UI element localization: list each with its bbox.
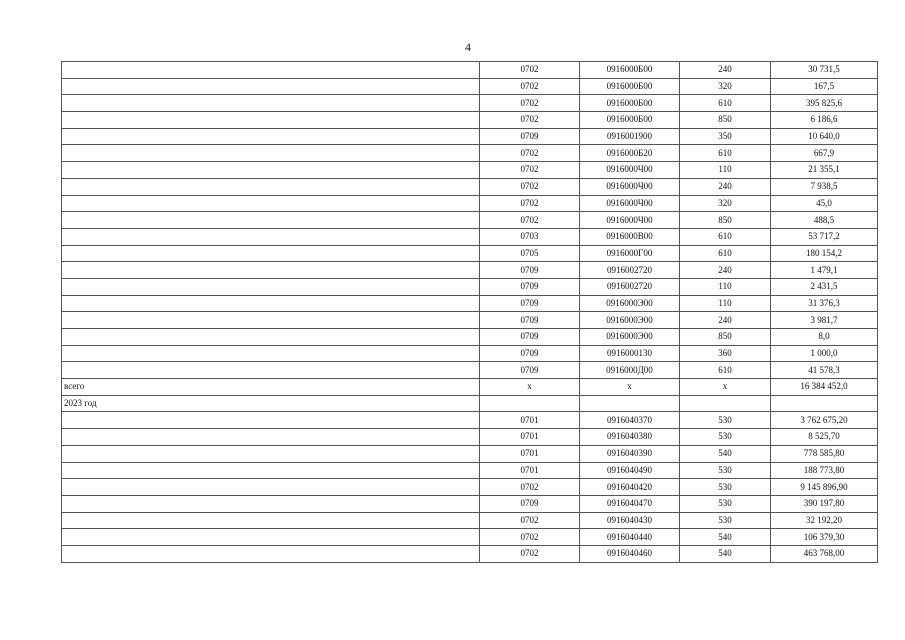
table-row: [62, 329, 878, 346]
amount-cell: 3 762 675,20: [771, 412, 878, 429]
row-name-cell: [62, 345, 480, 362]
row-name-cell: [62, 195, 480, 212]
section-code-cell: 0703: [480, 228, 580, 245]
table-row: [62, 512, 878, 529]
page-number: 4: [465, 40, 471, 54]
amount-cell: 167,5: [771, 78, 878, 95]
target-article-cell: 0916040460: [580, 545, 680, 562]
section-code-cell: 0702: [480, 512, 580, 529]
target-article-cell: 0916000Г00: [580, 245, 680, 262]
amount-cell: 488,5: [771, 212, 878, 229]
expense-type-cell: 360: [680, 345, 771, 362]
amount-cell: 180 154,2: [771, 245, 878, 262]
row-name-cell: [62, 112, 480, 129]
table-row: [62, 395, 878, 412]
expense-type-cell: 540: [680, 545, 771, 562]
amount-cell: [771, 395, 878, 412]
target-article-cell: 0916000Э00: [580, 329, 680, 346]
section-code-cell: х: [480, 379, 580, 396]
row-name-cell: 2023 год: [62, 395, 480, 412]
row-name-cell: [62, 329, 480, 346]
target-article-cell: 0916000Ч00: [580, 162, 680, 179]
target-article-cell: 0916000Б00: [580, 78, 680, 95]
section-code-cell: 0701: [480, 462, 580, 479]
table-row: [62, 245, 878, 262]
target-article-cell: 0916040380: [580, 429, 680, 446]
expense-type-cell: 530: [680, 462, 771, 479]
expense-type-cell: 240: [680, 178, 771, 195]
amount-cell: 3 981,7: [771, 312, 878, 329]
row-name-cell: [62, 445, 480, 462]
expense-type-cell: 850: [680, 112, 771, 129]
target-article-cell: 0916040370: [580, 412, 680, 429]
table-row: [62, 379, 878, 396]
expense-type-cell: 610: [680, 245, 771, 262]
expense-type-cell: 320: [680, 195, 771, 212]
target-article-cell: 0916040390: [580, 445, 680, 462]
table-row: [62, 178, 878, 195]
row-name-cell: [62, 412, 480, 429]
target-article-cell: 0916040420: [580, 479, 680, 496]
table-row: [62, 262, 878, 279]
expense-type-cell: 530: [680, 512, 771, 529]
target-article-cell: 0916000Э00: [580, 312, 680, 329]
row-name-cell: [62, 529, 480, 546]
table-row: [62, 545, 878, 562]
amount-cell: 778 585,80: [771, 445, 878, 462]
target-article-cell: 0916000Э00: [580, 295, 680, 312]
table-row: [62, 495, 878, 512]
expense-type-cell: 530: [680, 412, 771, 429]
table-row: [62, 95, 878, 112]
section-code-cell: 0702: [480, 529, 580, 546]
section-code-cell: 0709: [480, 362, 580, 379]
table-row: [62, 412, 878, 429]
expense-type-cell: 530: [680, 479, 771, 496]
target-article-cell: [580, 395, 680, 412]
row-name-cell: [62, 62, 480, 79]
amount-cell: 31 376,3: [771, 295, 878, 312]
table-row: [62, 145, 878, 162]
table-row: [62, 128, 878, 145]
section-code-cell: 0709: [480, 262, 580, 279]
section-code-cell: 0701: [480, 445, 580, 462]
amount-cell: 7 938,5: [771, 178, 878, 195]
table-row: [62, 228, 878, 245]
expense-type-cell: 110: [680, 278, 771, 295]
row-name-cell: [62, 78, 480, 95]
target-article-cell: 0916040430: [580, 512, 680, 529]
amount-cell: 53 717,2: [771, 228, 878, 245]
table-row: [62, 445, 878, 462]
section-code-cell: 0709: [480, 312, 580, 329]
expense-type-cell: 610: [680, 95, 771, 112]
expense-type-cell: 540: [680, 529, 771, 546]
amount-cell: 395 825,6: [771, 95, 878, 112]
budget-table: [61, 61, 878, 563]
table-row: [62, 295, 878, 312]
row-name-cell: [62, 479, 480, 496]
table-row: [62, 462, 878, 479]
amount-cell: 21 355,1: [771, 162, 878, 179]
row-name-cell: [62, 362, 480, 379]
target-article-cell: 0916000Б20: [580, 145, 680, 162]
expense-type-cell: 240: [680, 312, 771, 329]
expense-type-cell: 240: [680, 262, 771, 279]
amount-cell: 1 000,0: [771, 345, 878, 362]
target-article-cell: 0916000Ч00: [580, 212, 680, 229]
target-article-cell: 0916040490: [580, 462, 680, 479]
expense-type-cell: 850: [680, 329, 771, 346]
table-row: [62, 212, 878, 229]
table-row: [62, 195, 878, 212]
amount-cell: 667,9: [771, 145, 878, 162]
expense-type-cell: 530: [680, 429, 771, 446]
table-row: [62, 78, 878, 95]
target-article-cell: 0916000Ч00: [580, 195, 680, 212]
amount-cell: 463 768,00: [771, 545, 878, 562]
expense-type-cell: 610: [680, 228, 771, 245]
amount-cell: 8 525,70: [771, 429, 878, 446]
target-article-cell: 0916000Б00: [580, 112, 680, 129]
section-code-cell: 0705: [480, 245, 580, 262]
table-row: [62, 162, 878, 179]
table-row: [62, 479, 878, 496]
expense-type-cell: 530: [680, 495, 771, 512]
target-article-cell: 0916040470: [580, 495, 680, 512]
amount-cell: 390 197,80: [771, 495, 878, 512]
target-article-cell: х: [580, 379, 680, 396]
target-article-cell: 0916040440: [580, 529, 680, 546]
table-body: [62, 62, 878, 563]
target-article-cell: 0916002720: [580, 278, 680, 295]
section-code-cell: 0709: [480, 495, 580, 512]
section-code-cell: 0709: [480, 128, 580, 145]
amount-cell: 1 479,1: [771, 262, 878, 279]
section-code-cell: 0702: [480, 195, 580, 212]
section-code-cell: 0702: [480, 112, 580, 129]
section-code-cell: 0702: [480, 212, 580, 229]
row-name-cell: [62, 178, 480, 195]
expense-type-cell: 240: [680, 62, 771, 79]
section-code-cell: 0701: [480, 429, 580, 446]
table-row: [62, 529, 878, 546]
table-row: [62, 62, 878, 79]
row-name-cell: [62, 95, 480, 112]
table-row: [62, 312, 878, 329]
section-code-cell: [480, 395, 580, 412]
section-code-cell: 0702: [480, 545, 580, 562]
row-name-cell: [62, 245, 480, 262]
row-name-cell: [62, 312, 480, 329]
section-code-cell: 0702: [480, 78, 580, 95]
row-name-cell: [62, 512, 480, 529]
amount-cell: 10 640,0: [771, 128, 878, 145]
amount-cell: 30 731,5: [771, 62, 878, 79]
section-code-cell: 0702: [480, 162, 580, 179]
target-article-cell: 0916000Б00: [580, 62, 680, 79]
amount-cell: 9 145 896,90: [771, 479, 878, 496]
row-name-cell: [62, 128, 480, 145]
target-article-cell: 0916000Ч00: [580, 178, 680, 195]
row-name-cell: [62, 262, 480, 279]
amount-cell: 6 186,6: [771, 112, 878, 129]
amount-cell: 16 384 452,0: [771, 379, 878, 396]
target-article-cell: 0916000130: [580, 345, 680, 362]
target-article-cell: 0916000В00: [580, 228, 680, 245]
expense-type-cell: 110: [680, 162, 771, 179]
table-row: [62, 362, 878, 379]
amount-cell: 188 773,80: [771, 462, 878, 479]
amount-cell: 2 431,5: [771, 278, 878, 295]
expense-type-cell: 320: [680, 78, 771, 95]
section-code-cell: 0709: [480, 278, 580, 295]
row-name-cell: [62, 462, 480, 479]
amount-cell: 8,0: [771, 329, 878, 346]
table-row: [62, 112, 878, 129]
expense-type-cell: 850: [680, 212, 771, 229]
section-code-cell: 0702: [480, 95, 580, 112]
row-name-cell: [62, 145, 480, 162]
target-article-cell: 0916001900: [580, 128, 680, 145]
expense-type-cell: 110: [680, 295, 771, 312]
row-name-cell: [62, 228, 480, 245]
section-code-cell: 0709: [480, 345, 580, 362]
section-code-cell: 0701: [480, 412, 580, 429]
row-name-cell: [62, 545, 480, 562]
expense-type-cell: 610: [680, 145, 771, 162]
row-name-cell: [62, 495, 480, 512]
expense-type-cell: [680, 395, 771, 412]
table-row: [62, 345, 878, 362]
expense-type-cell: 540: [680, 445, 771, 462]
amount-cell: 41 578,3: [771, 362, 878, 379]
row-name-cell: [62, 212, 480, 229]
section-code-cell: 0702: [480, 479, 580, 496]
row-name-cell: [62, 162, 480, 179]
section-code-cell: 0702: [480, 62, 580, 79]
amount-cell: 45,0: [771, 195, 878, 212]
section-code-cell: 0702: [480, 145, 580, 162]
row-name-cell: [62, 429, 480, 446]
amount-cell: 32 192,20: [771, 512, 878, 529]
row-name-cell: всего: [62, 379, 480, 396]
target-article-cell: 0916000Д00: [580, 362, 680, 379]
table-row: [62, 278, 878, 295]
target-article-cell: 0916000Б00: [580, 95, 680, 112]
row-name-cell: [62, 295, 480, 312]
amount-cell: 106 379,30: [771, 529, 878, 546]
expense-type-cell: х: [680, 379, 771, 396]
section-code-cell: 0709: [480, 329, 580, 346]
expense-type-cell: 610: [680, 362, 771, 379]
row-name-cell: [62, 278, 480, 295]
section-code-cell: 0709: [480, 295, 580, 312]
table-row: [62, 429, 878, 446]
target-article-cell: 0916002720: [580, 262, 680, 279]
expense-type-cell: 350: [680, 128, 771, 145]
section-code-cell: 0702: [480, 178, 580, 195]
